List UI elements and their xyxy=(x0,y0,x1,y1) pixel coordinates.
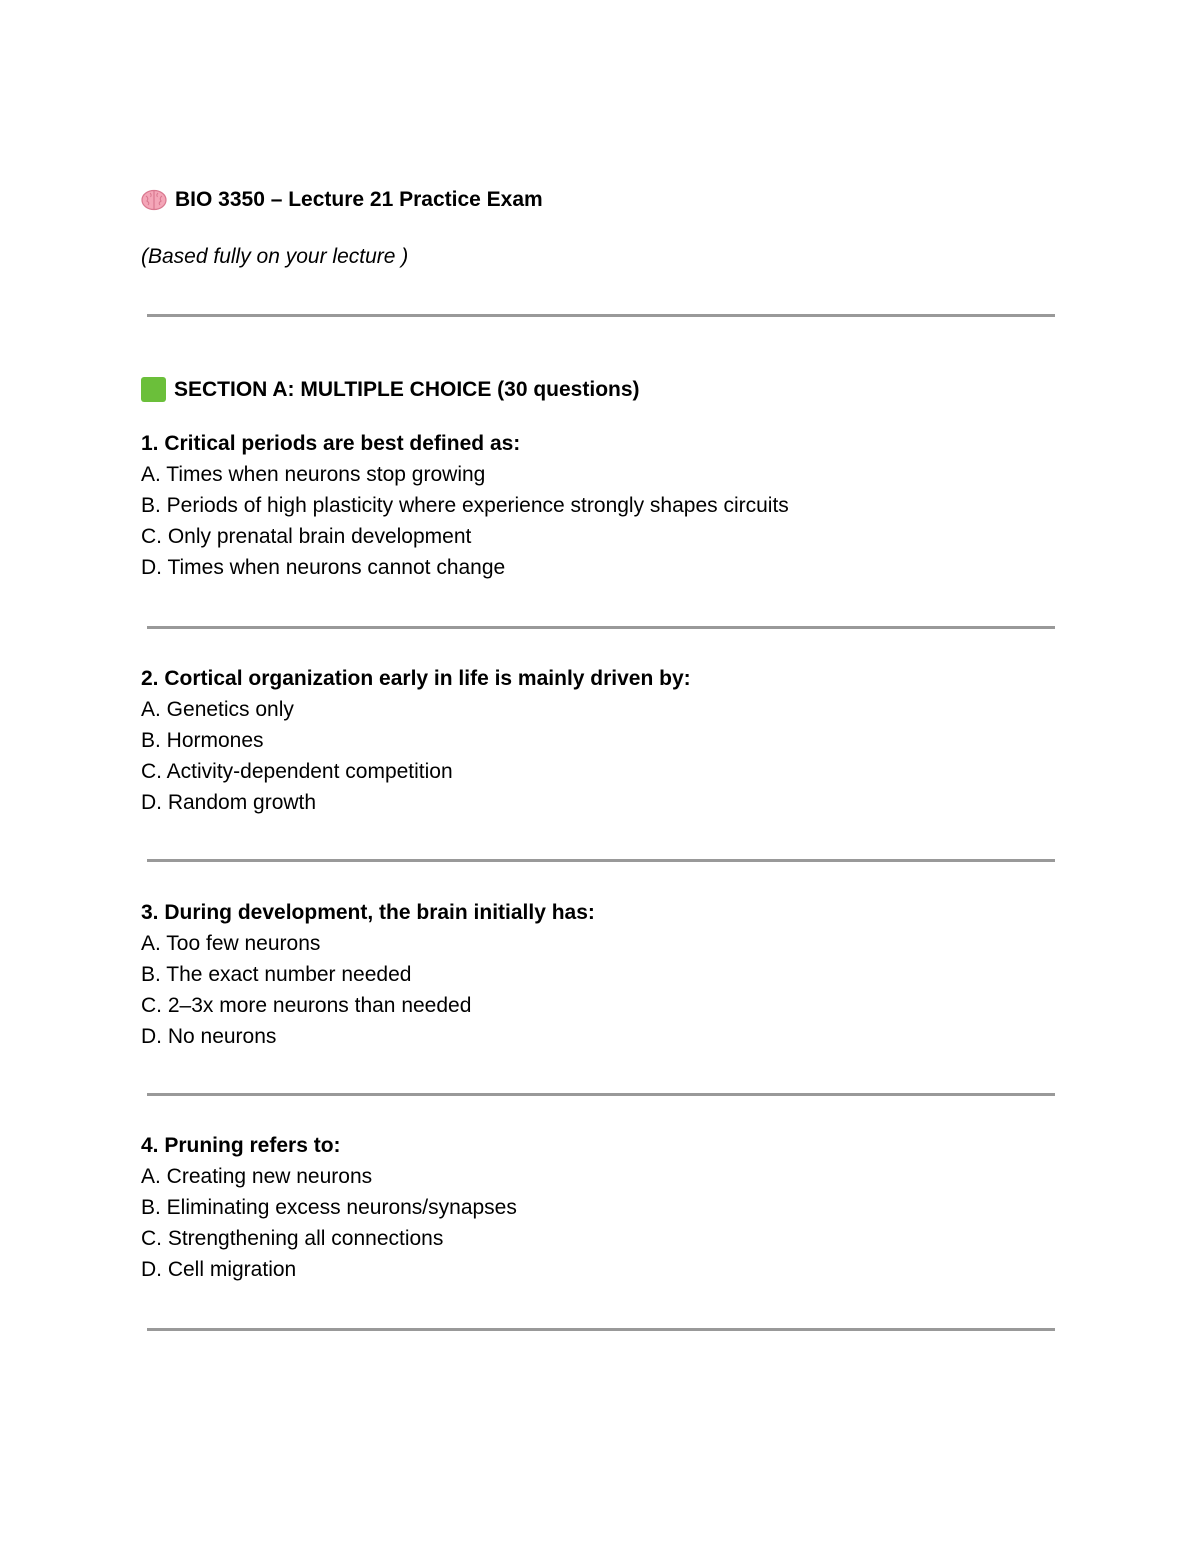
question-1 xyxy=(141,428,1061,583)
question-prompt: 4. Pruning refers to: xyxy=(141,1134,341,1157)
answer-option: D. No neurons xyxy=(141,1025,277,1048)
answer-option: D. Cell migration xyxy=(141,1258,297,1281)
answer-option: C. 2–3x more neurons than needed xyxy=(141,994,472,1017)
green-square-icon xyxy=(141,377,166,402)
divider xyxy=(147,1328,1055,1331)
question-2 xyxy=(141,663,1061,818)
document-title-text: BIO 3350 – Lecture 21 Practice Exam xyxy=(175,188,543,211)
divider xyxy=(147,626,1055,629)
divider xyxy=(147,1093,1055,1096)
answer-option: B. The exact number needed xyxy=(141,963,412,986)
divider xyxy=(147,314,1055,317)
answer-option: A. Times when neurons stop growing xyxy=(141,463,486,486)
question-prompt: 3. During development, the brain initially has: xyxy=(141,901,595,924)
answer-option: A. Genetics only xyxy=(141,698,294,721)
answer-option: B. Hormones xyxy=(141,729,264,752)
answer-option: C. Activity-dependent competition xyxy=(141,760,453,783)
answer-option: A. Too few neurons xyxy=(141,932,321,955)
question-prompt: 2. Cortical organization early in life is mainly driven by: xyxy=(141,667,691,690)
document-title xyxy=(141,188,543,212)
answer-option: B. Eliminating excess neurons/synapses xyxy=(141,1196,517,1219)
answer-option: C. Strengthening all connections xyxy=(141,1227,444,1250)
section-heading xyxy=(141,377,640,402)
divider xyxy=(147,859,1055,862)
brain-icon xyxy=(141,189,167,211)
answer-option: B. Periods of high plasticity where experience strongly shapes circuits xyxy=(141,494,789,517)
question-prompt: 1. Critical periods are best defined as: xyxy=(141,432,521,455)
question-3 xyxy=(141,897,1061,1052)
section-heading-text: SECTION A: MULTIPLE CHOICE (30 questions) xyxy=(174,377,640,401)
answer-option: A. Creating new neurons xyxy=(141,1165,373,1188)
answer-option: C. Only prenatal brain development xyxy=(141,525,472,548)
answer-option: D. Times when neurons cannot change xyxy=(141,556,506,579)
answer-option: D. Random growth xyxy=(141,791,317,814)
document-subtitle: (Based fully on your lecture ) xyxy=(141,245,409,268)
question-4 xyxy=(141,1130,1061,1285)
